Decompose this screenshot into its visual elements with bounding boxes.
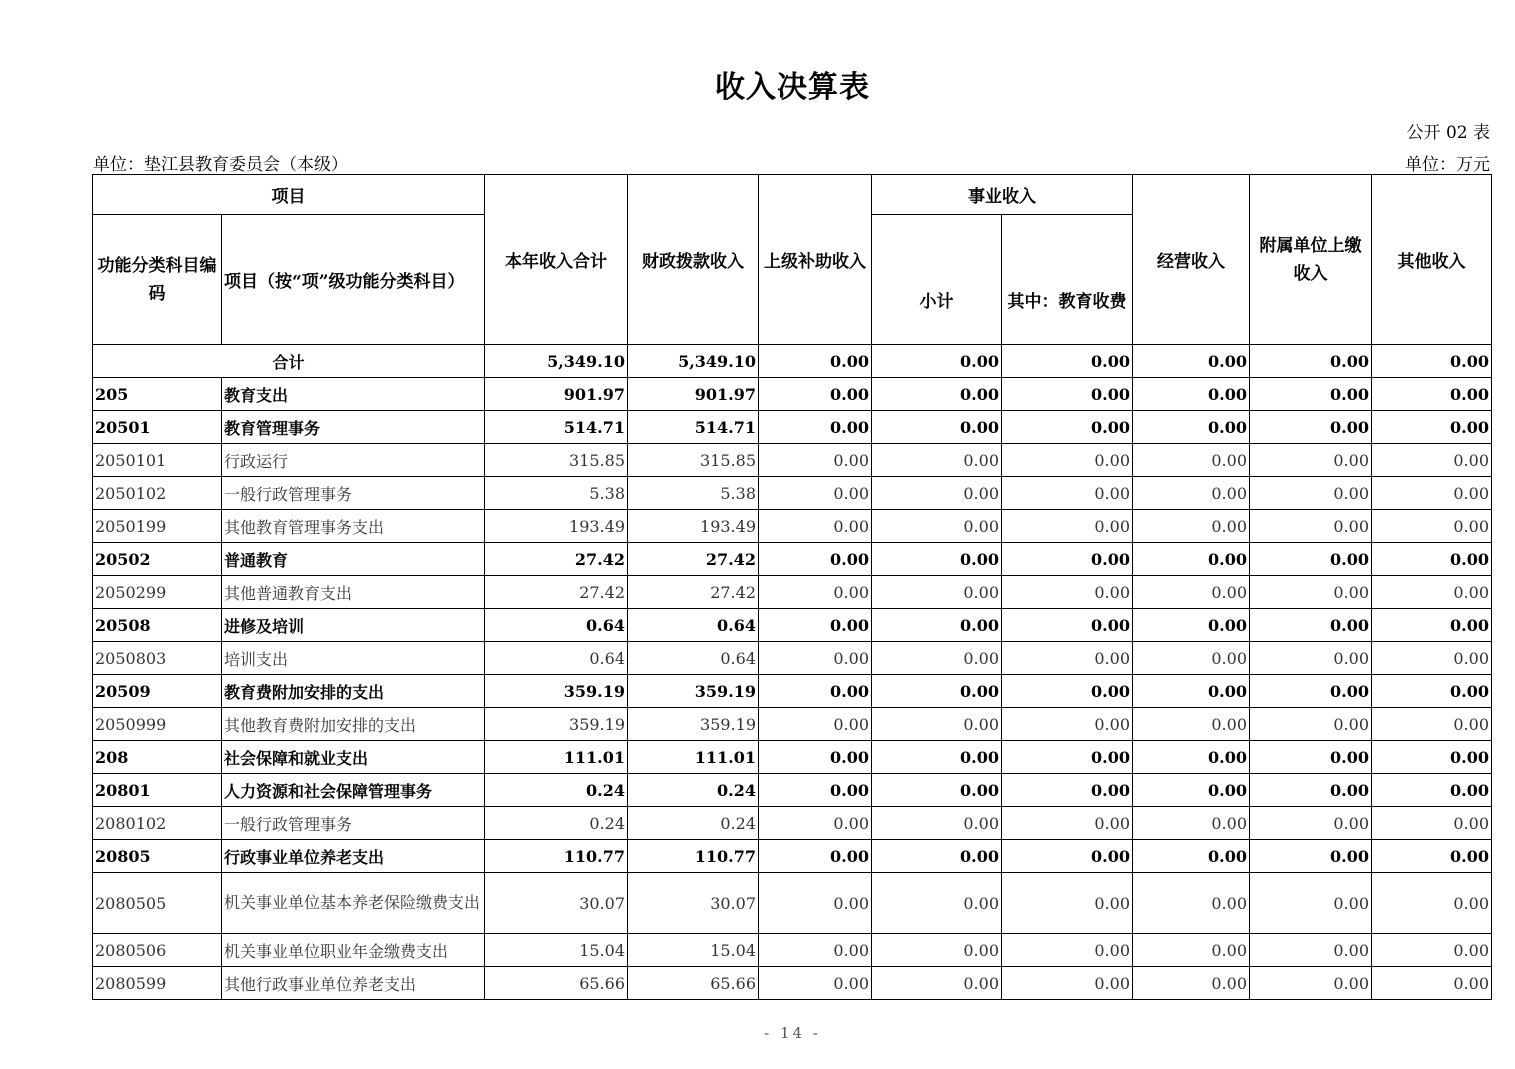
row-value: 0.00 — [1133, 477, 1250, 510]
row-name: 其他教育管理事务支出 — [222, 510, 485, 543]
row-name: 机关事业单位基本养老保险缴费支出 — [222, 873, 485, 934]
row-value: 5.38 — [628, 477, 759, 510]
row-value: 0.00 — [1002, 378, 1133, 411]
row-code: 2050101 — [93, 444, 222, 477]
row-value: 0.00 — [759, 378, 872, 411]
row-value: 0.00 — [1002, 741, 1133, 774]
total-value: 5,349.10 — [485, 345, 628, 378]
row-value: 0.00 — [1133, 444, 1250, 477]
row-value: 901.97 — [628, 378, 759, 411]
row-value: 0.00 — [1133, 510, 1250, 543]
row-value: 0.00 — [872, 741, 1002, 774]
row-code: 2050803 — [93, 642, 222, 675]
row-value: 111.01 — [628, 741, 759, 774]
table-row — [93, 576, 1492, 609]
row-value: 0.00 — [1250, 708, 1372, 741]
row-value: 15.04 — [628, 934, 759, 967]
table-row — [93, 873, 1492, 934]
table-row — [93, 967, 1492, 1000]
row-value: 0.00 — [759, 934, 872, 967]
row-value: 0.00 — [1372, 708, 1492, 741]
row-value: 0.00 — [1133, 675, 1250, 708]
row-value: 0.00 — [1372, 774, 1492, 807]
total-label: 合计 — [93, 345, 485, 378]
row-code: 20805 — [93, 840, 222, 873]
row-value: 0.00 — [1250, 642, 1372, 675]
row-name: 普通教育 — [222, 543, 485, 576]
header-total-income: 本年收入合计 — [485, 175, 628, 345]
row-name: 教育支出 — [222, 378, 485, 411]
row-value: 0.00 — [759, 741, 872, 774]
table-row — [93, 741, 1492, 774]
row-value: 0.00 — [1250, 675, 1372, 708]
row-value: 193.49 — [628, 510, 759, 543]
row-value: 0.00 — [872, 873, 1002, 934]
row-value: 0.00 — [1002, 543, 1133, 576]
row-value: 0.00 — [1372, 543, 1492, 576]
row-value: 0.00 — [1002, 510, 1133, 543]
row-code: 2050199 — [93, 510, 222, 543]
table-row — [93, 642, 1492, 675]
row-value: 0.00 — [1372, 378, 1492, 411]
row-value: 0.00 — [872, 543, 1002, 576]
row-value: 0.00 — [1133, 642, 1250, 675]
row-value: 0.00 — [1250, 873, 1372, 934]
row-value: 0.00 — [1250, 934, 1372, 967]
row-value: 0.24 — [485, 774, 628, 807]
row-code: 208 — [93, 741, 222, 774]
row-code: 20502 — [93, 543, 222, 576]
row-value: 0.00 — [759, 609, 872, 642]
row-value: 0.00 — [1372, 444, 1492, 477]
row-name: 行政运行 — [222, 444, 485, 477]
row-value: 0.00 — [1250, 444, 1372, 477]
row-value: 65.66 — [628, 967, 759, 1000]
row-name: 一般行政管理事务 — [222, 477, 485, 510]
row-value: 0.00 — [1002, 934, 1133, 967]
row-value: 0.00 — [1133, 609, 1250, 642]
row-value: 0.00 — [1372, 576, 1492, 609]
form-number: 公开 02 表 — [1406, 123, 1490, 143]
row-code: 2050299 — [93, 576, 222, 609]
row-value: 0.00 — [759, 477, 872, 510]
row-value: 0.00 — [759, 807, 872, 840]
table-row — [93, 840, 1492, 873]
total-value: 5,349.10 — [628, 345, 759, 378]
row-name: 人力资源和社会保障管理事务 — [222, 774, 485, 807]
total-row — [93, 345, 1492, 378]
row-name: 教育管理事务 — [222, 411, 485, 444]
row-value: 27.42 — [628, 576, 759, 609]
row-value: 0.00 — [1250, 967, 1372, 1000]
row-value: 5.38 — [485, 477, 628, 510]
total-value: 0.00 — [872, 345, 1002, 378]
header-superior: 上级补助收入 — [759, 175, 872, 345]
row-value: 110.77 — [485, 840, 628, 873]
row-value: 0.00 — [759, 411, 872, 444]
row-value: 0.00 — [1250, 807, 1372, 840]
row-value: 0.24 — [628, 807, 759, 840]
header-affiliated: 附属单位上缴收入 — [1250, 175, 1372, 345]
row-name: 社会保障和就业支出 — [222, 741, 485, 774]
row-value: 0.00 — [759, 873, 872, 934]
row-value: 0.00 — [872, 576, 1002, 609]
header-edu-fee: 其中：教育收费 — [1002, 215, 1133, 345]
row-code: 20508 — [93, 609, 222, 642]
row-value: 0.00 — [872, 378, 1002, 411]
row-code: 20801 — [93, 774, 222, 807]
row-value: 514.71 — [485, 411, 628, 444]
row-code: 2080505 — [93, 873, 222, 934]
row-value: 0.00 — [759, 510, 872, 543]
row-value: 0.00 — [759, 444, 872, 477]
row-value: 315.85 — [485, 444, 628, 477]
row-value: 0.00 — [1372, 411, 1492, 444]
row-name: 一般行政管理事务 — [222, 807, 485, 840]
table-row — [93, 774, 1492, 807]
row-value: 0.00 — [1372, 967, 1492, 1000]
row-value: 0.00 — [1133, 967, 1250, 1000]
row-value: 0.64 — [485, 642, 628, 675]
row-value: 359.19 — [628, 675, 759, 708]
row-value: 110.77 — [628, 840, 759, 873]
row-name: 培训支出 — [222, 642, 485, 675]
table-row — [93, 510, 1492, 543]
row-value: 30.07 — [485, 873, 628, 934]
row-value: 0.00 — [1133, 774, 1250, 807]
table-row — [93, 477, 1492, 510]
row-value: 0.00 — [872, 609, 1002, 642]
header-code: 功能分类科目编码 — [93, 215, 222, 345]
row-value: 359.19 — [485, 708, 628, 741]
row-value: 0.64 — [628, 642, 759, 675]
row-value: 0.00 — [1002, 708, 1133, 741]
row-value: 0.00 — [759, 840, 872, 873]
row-value: 0.00 — [1372, 873, 1492, 934]
row-value: 0.00 — [1133, 807, 1250, 840]
row-value: 0.00 — [872, 967, 1002, 1000]
table-row — [93, 708, 1492, 741]
row-value: 0.00 — [1250, 411, 1372, 444]
row-value: 0.00 — [1133, 934, 1250, 967]
row-value: 0.00 — [1372, 741, 1492, 774]
table-row — [93, 411, 1492, 444]
row-value: 0.00 — [1372, 807, 1492, 840]
row-value: 0.00 — [1133, 543, 1250, 576]
row-value: 0.00 — [1133, 708, 1250, 741]
row-value: 0.00 — [1250, 378, 1372, 411]
table-row — [93, 378, 1492, 411]
header-fiscal: 财政拨款收入 — [628, 175, 759, 345]
row-value: 0.00 — [1372, 609, 1492, 642]
row-value: 0.00 — [1250, 741, 1372, 774]
row-value: 514.71 — [628, 411, 759, 444]
row-value: 0.00 — [1133, 873, 1250, 934]
table-row — [93, 807, 1492, 840]
row-value: 0.00 — [1133, 411, 1250, 444]
row-value: 0.00 — [872, 708, 1002, 741]
row-value: 0.00 — [1002, 967, 1133, 1000]
total-value: 0.00 — [1250, 345, 1372, 378]
page-title: 收入决算表 — [715, 70, 870, 105]
row-value: 0.00 — [1372, 675, 1492, 708]
row-value: 65.66 — [485, 967, 628, 1000]
row-name: 行政事业单位养老支出 — [222, 840, 485, 873]
row-value: 0.00 — [1002, 444, 1133, 477]
row-value: 0.00 — [759, 576, 872, 609]
row-value: 0.00 — [759, 675, 872, 708]
row-value: 0.00 — [1002, 576, 1133, 609]
row-name: 教育费附加安排的支出 — [222, 675, 485, 708]
unit-organization: 单位：垫江县教育委员会（本级） — [93, 155, 348, 175]
row-value: 0.00 — [759, 543, 872, 576]
row-value: 27.42 — [628, 543, 759, 576]
total-value: 0.00 — [1133, 345, 1250, 378]
row-value: 0.00 — [872, 807, 1002, 840]
row-value: 0.00 — [872, 934, 1002, 967]
row-value: 359.19 — [628, 708, 759, 741]
row-value: 30.07 — [628, 873, 759, 934]
row-value: 0.00 — [1133, 576, 1250, 609]
row-value: 27.42 — [485, 543, 628, 576]
row-value: 0.00 — [872, 411, 1002, 444]
row-value: 0.00 — [1250, 840, 1372, 873]
row-value: 0.00 — [872, 840, 1002, 873]
row-value: 111.01 — [485, 741, 628, 774]
header-other: 其他收入 — [1372, 175, 1492, 345]
row-value: 315.85 — [628, 444, 759, 477]
row-value: 15.04 — [485, 934, 628, 967]
row-value: 0.00 — [872, 642, 1002, 675]
row-name: 其他行政事业单位养老支出 — [222, 967, 485, 1000]
row-value: 0.00 — [872, 444, 1002, 477]
table-row — [93, 444, 1492, 477]
row-code: 20501 — [93, 411, 222, 444]
row-value: 901.97 — [485, 378, 628, 411]
total-value: 0.00 — [759, 345, 872, 378]
row-value: 0.00 — [1250, 576, 1372, 609]
row-value: 0.00 — [1002, 807, 1133, 840]
row-name: 进修及培训 — [222, 609, 485, 642]
row-code: 205 — [93, 378, 222, 411]
row-value: 0.00 — [872, 774, 1002, 807]
row-value: 0.00 — [1372, 934, 1492, 967]
row-value: 0.24 — [628, 774, 759, 807]
row-value: 0.00 — [1372, 510, 1492, 543]
row-value: 0.00 — [1250, 477, 1372, 510]
header-subtotal: 小计 — [872, 215, 1002, 345]
table-row — [93, 934, 1492, 967]
row-value: 0.00 — [1002, 411, 1133, 444]
row-value: 0.24 — [485, 807, 628, 840]
row-value: 0.00 — [872, 510, 1002, 543]
row-value: 0.00 — [1002, 873, 1133, 934]
income-table — [92, 174, 1492, 1000]
row-value: 0.00 — [1250, 774, 1372, 807]
row-code: 20509 — [93, 675, 222, 708]
header-project: 项目 — [93, 175, 485, 215]
row-value: 0.00 — [1372, 642, 1492, 675]
row-code: 2050102 — [93, 477, 222, 510]
total-value: 0.00 — [1372, 345, 1492, 378]
row-value: 0.00 — [759, 967, 872, 1000]
table-row — [93, 609, 1492, 642]
row-code: 2080599 — [93, 967, 222, 1000]
table-row — [93, 543, 1492, 576]
row-value: 0.00 — [1002, 774, 1133, 807]
unit-currency: 单位：万元 — [1405, 155, 1490, 175]
header-name: 项目（按“项”级功能分类科目） — [222, 215, 485, 345]
row-value: 0.00 — [1250, 510, 1372, 543]
row-value: 193.49 — [485, 510, 628, 543]
row-value: 0.00 — [1372, 840, 1492, 873]
row-value: 0.00 — [1002, 477, 1133, 510]
row-value: 359.19 — [485, 675, 628, 708]
row-value: 0.00 — [759, 708, 872, 741]
row-value: 0.00 — [759, 774, 872, 807]
row-name: 其他普通教育支出 — [222, 576, 485, 609]
row-code: 2050999 — [93, 708, 222, 741]
row-value: 0.00 — [872, 477, 1002, 510]
row-value: 0.00 — [872, 675, 1002, 708]
row-value: 0.00 — [1250, 543, 1372, 576]
row-value: 0.00 — [1133, 840, 1250, 873]
row-value: 0.00 — [1133, 378, 1250, 411]
row-value: 0.00 — [1002, 840, 1133, 873]
row-name: 机关事业单位职业年金缴费支出 — [222, 934, 485, 967]
row-value: 0.64 — [485, 609, 628, 642]
row-value: 0.64 — [628, 609, 759, 642]
row-code: 2080102 — [93, 807, 222, 840]
header-operating: 经营收入 — [1133, 175, 1250, 345]
header-business: 事业收入 — [872, 175, 1133, 215]
row-value: 0.00 — [1250, 609, 1372, 642]
row-value: 0.00 — [1133, 741, 1250, 774]
row-name: 其他教育费附加安排的支出 — [222, 708, 485, 741]
row-value: 0.00 — [1002, 675, 1133, 708]
row-value: 0.00 — [759, 642, 872, 675]
row-value: 0.00 — [1002, 642, 1133, 675]
total-value: 0.00 — [1002, 345, 1133, 378]
row-value: 0.00 — [1372, 477, 1492, 510]
table-row — [93, 675, 1492, 708]
row-value: 0.00 — [1002, 609, 1133, 642]
page-number: - 14 - — [764, 1024, 821, 1042]
row-code: 2080506 — [93, 934, 222, 967]
row-value: 27.42 — [485, 576, 628, 609]
